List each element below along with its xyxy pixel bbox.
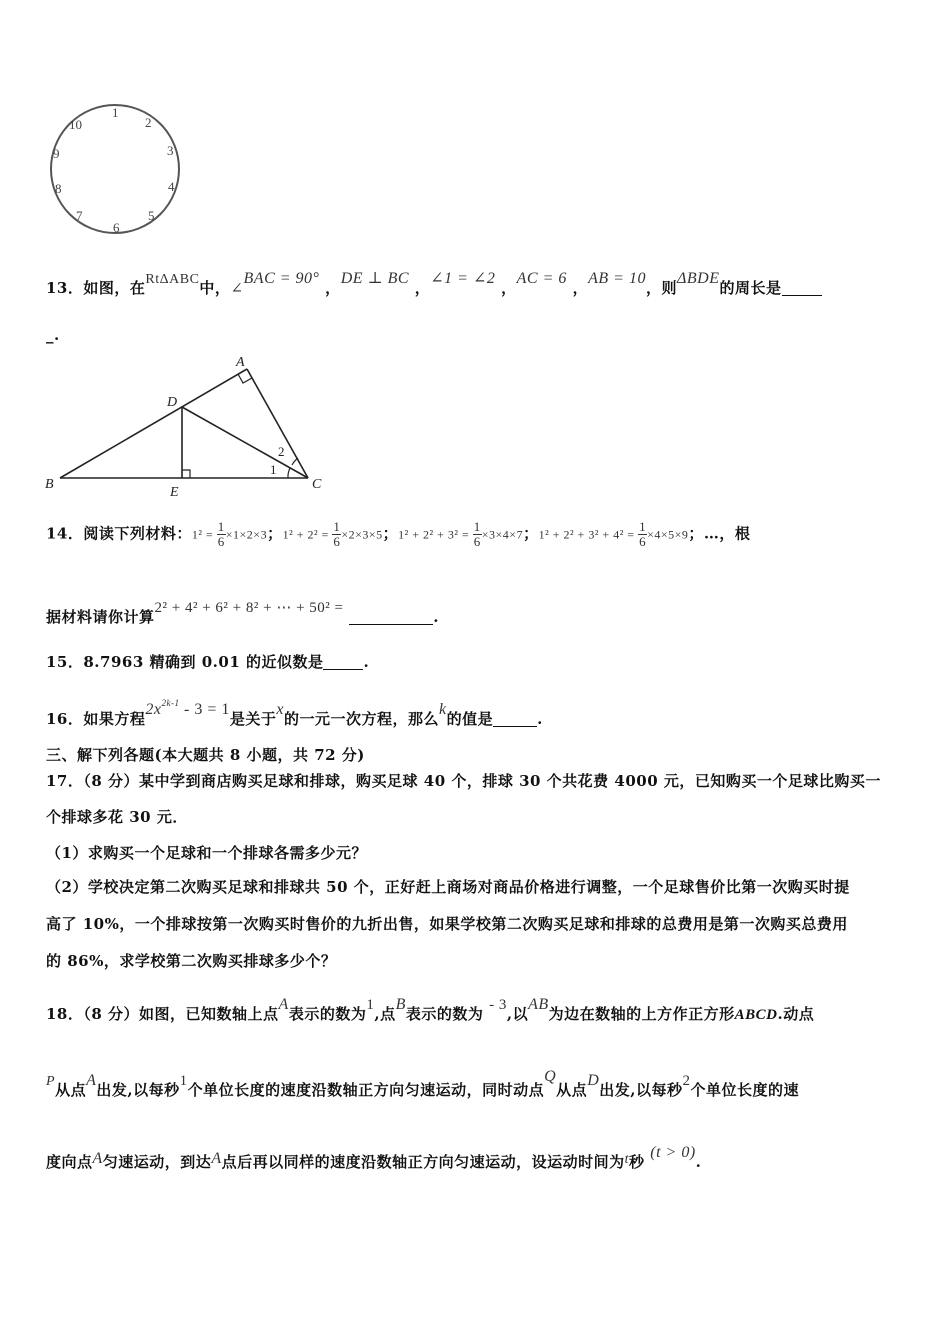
q13-bde: ΔBDE xyxy=(676,270,720,287)
q14-formula: ×1×2×3 xyxy=(225,527,268,542)
fraction-denominator: 6 xyxy=(333,534,341,549)
q13-ab: AB = 10 xyxy=(588,270,646,287)
label-2: 2 xyxy=(278,444,285,459)
fraction-denominator: 6 xyxy=(639,534,647,549)
q18-text: 表示的数为 xyxy=(405,1005,484,1023)
q14-text: …，根 xyxy=(703,524,751,543)
section-title: 三、解下列各题(本大题共 8 小题，共 72 分) xyxy=(46,746,365,764)
separator: ； xyxy=(267,524,283,543)
clock-number: 6 xyxy=(113,220,120,235)
q14-number: 14． xyxy=(46,524,84,543)
label-e: E xyxy=(170,485,179,500)
q14-formula: 1² = xyxy=(191,527,217,542)
q16-equation xyxy=(145,698,230,718)
equation-rest: - 3 = 1 xyxy=(179,701,230,718)
q14-formula: 1² + 2² + 3² + 4² = xyxy=(538,527,639,542)
segment-dc xyxy=(182,407,308,478)
q15-number: 15． xyxy=(46,653,84,671)
q13-end: _. xyxy=(46,326,60,344)
separator: ， xyxy=(501,279,517,297)
question-15 xyxy=(46,651,369,672)
equation-exponent: 2k-1 xyxy=(161,698,180,708)
q18-text: 为边在数轴的上方作正方形 xyxy=(548,1005,735,1023)
fraction-numerator: 1 xyxy=(473,519,481,534)
q16-text: 的值是 xyxy=(446,710,494,728)
q14-expression: 2² + 4² + 6² + 8² + ⋯ + 50² = xyxy=(154,600,344,616)
clock-number: 3 xyxy=(167,143,174,158)
q17-line2: 个排球多花 30 元． xyxy=(46,808,188,826)
clock-number: 1 xyxy=(112,105,119,120)
q18-text: .动点 xyxy=(777,1005,815,1023)
point-p: P xyxy=(46,1074,56,1089)
segment-ab: AB xyxy=(528,996,549,1013)
q14-formula: ×4×5×9 xyxy=(647,527,689,542)
equation-base: 2x xyxy=(145,701,162,718)
q15-text: 8.7963 精确到 0.01 的近似数是 xyxy=(83,653,324,671)
q18-number: 18． xyxy=(46,1005,84,1023)
label-1: 1 xyxy=(270,462,277,477)
q16-end: . xyxy=(537,710,543,728)
q13-angle-symbol: ∠ xyxy=(230,281,244,297)
q18-text: 出发,以每秒 xyxy=(96,1081,180,1099)
q18-line3 xyxy=(46,1144,701,1172)
q17-sub1: （1）求购买一个足球和一个排球各需多少元？ xyxy=(46,844,367,862)
q13-angle: BAC = 90° xyxy=(243,270,320,287)
segment-ba xyxy=(60,369,247,478)
fraction-numerator: 1 xyxy=(333,519,341,534)
q14-formula: ×2×3×5 xyxy=(341,527,383,542)
q17-sub2a: （2）学校决定第二次购买足球和排球共 50 个，正好赶上商场对商品价格进行调整，一个足球售价比第一次购买时提 xyxy=(46,878,850,896)
q16-text: 是关于 xyxy=(229,710,277,728)
fraction-denominator: 6 xyxy=(217,534,225,549)
q13-triangle: RtΔABC xyxy=(145,272,200,287)
q15-end: . xyxy=(363,653,370,671)
q14-text: 据材料请你计算 xyxy=(46,608,155,626)
q17-line1: 17．（8 分）某中学到商店购买足球和排球，购买足球 40 个，排球 30 个共花费 4000 元，已知购买一个足球比购买一 xyxy=(46,772,881,790)
q13-text: 中， xyxy=(199,279,231,297)
right-angle-mark-e xyxy=(182,470,190,478)
point-d: D xyxy=(587,1072,600,1089)
clock-number: 7 xyxy=(76,208,83,223)
q13-number: 13． xyxy=(46,279,84,297)
point-a: A xyxy=(92,1150,103,1167)
point-a: A xyxy=(211,1150,222,1167)
answer-blank[interactable] xyxy=(493,712,537,727)
q18-text: ,以 xyxy=(506,1005,529,1023)
value-one: 1 xyxy=(366,997,375,1013)
answer-blank[interactable] xyxy=(782,281,822,296)
q18-text: 从点 xyxy=(55,1081,87,1099)
separator: ， xyxy=(572,279,589,297)
q13-ac: AC = 6 xyxy=(516,270,567,287)
q16-number: 16． xyxy=(46,710,84,728)
label-c: C xyxy=(312,477,322,492)
q18-end: . xyxy=(695,1153,702,1171)
q18-line1 xyxy=(46,996,814,1024)
q18-text: 个单位长度的速 xyxy=(690,1081,799,1099)
separator: ； xyxy=(688,524,704,543)
point-a: A xyxy=(278,996,289,1013)
q14-formula: 1² + 2² + 3² = xyxy=(398,527,473,542)
value-two: 2 xyxy=(682,1073,691,1089)
q14-text: 阅读下列材料： xyxy=(83,524,192,543)
value-one: 1 xyxy=(179,1073,188,1089)
q16-text: 如果方程 xyxy=(83,710,146,728)
label-d: D xyxy=(167,395,178,410)
point-b: B xyxy=(395,996,406,1013)
label-b: B xyxy=(45,477,54,492)
q13-angle-eq: ∠1 = ∠2 xyxy=(430,270,496,287)
q14-line2 xyxy=(46,598,439,627)
q18-text: ,点 xyxy=(374,1005,396,1023)
q18-text: 度向点 xyxy=(46,1153,93,1171)
square-abcd: ABCD xyxy=(734,1007,778,1023)
fraction-one-sixth xyxy=(473,520,482,549)
clock-number: 4 xyxy=(168,179,175,194)
answer-blank[interactable] xyxy=(323,655,363,670)
q17-sub2c: 的 86%，求学校第二次购买排球多少个？ xyxy=(46,952,337,970)
q18-line2 xyxy=(46,1068,799,1100)
clock-number: 9 xyxy=(53,146,60,161)
clock-number: 10 xyxy=(69,117,82,132)
label-a: A xyxy=(236,355,245,370)
angle-arc xyxy=(288,468,290,478)
value-neg3: - 3 xyxy=(489,997,507,1013)
q18-text: 秒 xyxy=(629,1153,645,1171)
q18-text: 从点 xyxy=(556,1081,588,1099)
clock-number: 5 xyxy=(148,208,155,223)
question-13 xyxy=(46,268,822,298)
variable-x: x xyxy=(276,701,284,718)
fraction-one-sixth xyxy=(217,520,226,549)
separator: ， xyxy=(414,279,431,297)
separator: ， xyxy=(325,279,341,297)
fraction-numerator: 1 xyxy=(639,519,647,534)
separator: ； xyxy=(382,524,399,543)
fraction-numerator: 1 xyxy=(217,519,225,534)
q14-formula: 1² + 2² = xyxy=(282,527,333,542)
clock-number: 8 xyxy=(55,181,62,196)
separator: ； xyxy=(523,524,539,543)
q18-text: 表示的数为 xyxy=(288,1005,367,1023)
fraction-one-sixth xyxy=(638,520,647,549)
q13-text: 的周长是 xyxy=(719,279,782,297)
q14-end: . xyxy=(433,608,439,626)
fraction-denominator: 6 xyxy=(473,534,481,549)
q18-text: 个单位长度的速度沿数轴正方向匀速运动，同时动点 xyxy=(187,1081,545,1099)
q18-text: 点后再以同样的速度沿数轴正方向匀速运动，设运动时间为 xyxy=(221,1153,625,1171)
q17-sub2b: 高了 10%，一个排球按第一次购买时售价的九折出售，如果学校第二次购买足球和排球的总费用是第一次购买总费用 xyxy=(46,915,848,933)
answer-blank[interactable] xyxy=(349,610,433,625)
condition-t: (t > 0) xyxy=(650,1144,696,1161)
triangle-figure xyxy=(40,350,340,500)
q18-text: 出发,以每秒 xyxy=(599,1081,683,1099)
variable-k: k xyxy=(439,701,447,718)
q13-text: 如图，在 xyxy=(83,279,146,297)
variable-t: t xyxy=(624,1152,629,1167)
q18-text: 匀速运动，到达 xyxy=(102,1153,212,1171)
angle-arc xyxy=(292,458,298,465)
fraction-one-sixth xyxy=(332,520,341,549)
point-q: Q xyxy=(544,1068,557,1085)
q13-text: ，则 xyxy=(645,279,677,297)
q14-formula: ×3×4×7 xyxy=(481,527,524,542)
q13-perp: DE ⊥ BC xyxy=(340,270,410,287)
clock-number: 2 xyxy=(145,115,152,130)
question-16 xyxy=(46,698,543,729)
q16-text: 的一元一次方程，那么 xyxy=(283,710,439,728)
question-14 xyxy=(46,520,750,549)
q18-text: （8 分）如图，已知数轴上点 xyxy=(83,1005,279,1023)
point-a: A xyxy=(86,1072,97,1089)
clock-figure xyxy=(40,96,190,246)
